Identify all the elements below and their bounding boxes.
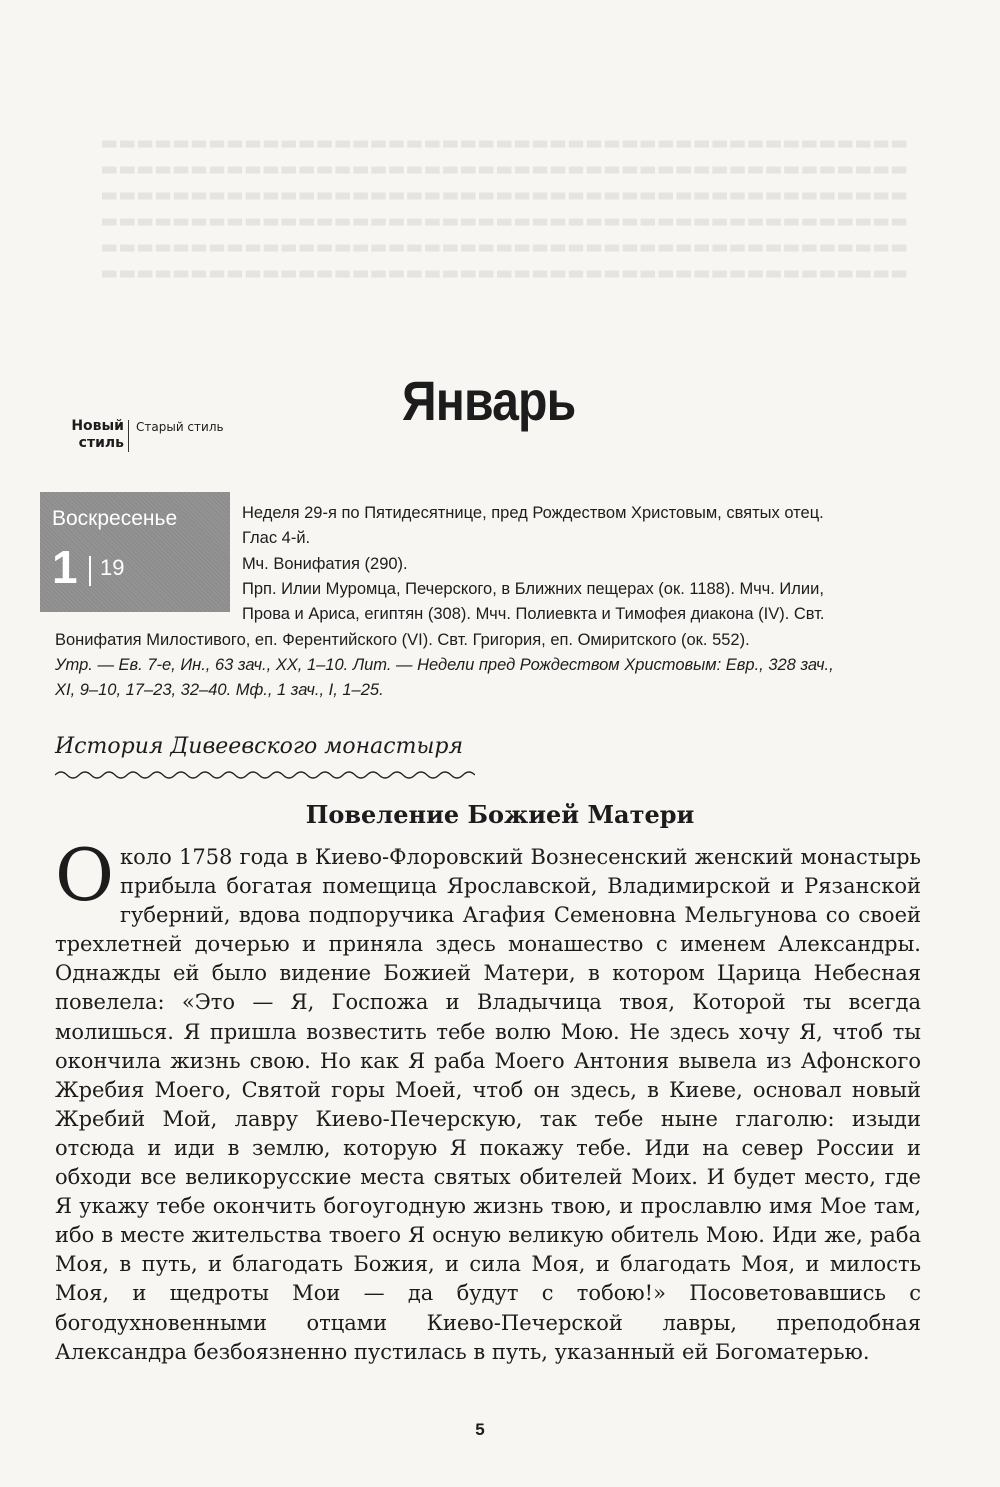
service-line: Прова и Ариса, египтян (308). Мчч. Полиевкта и Тимофея диакона (IV). Свт.: [242, 605, 825, 623]
story-text: коло 1758 года в Киево-Флоровский Вознесенский женский монастырь прибыла богатая помещица Ярославской, Владимирской и Рязанской губерний, вдова подпоручика Агафия Семеновна Мельгунова со своей трехлетней дочерью и приняла здесь монашество с именем Александры. Однажды ей было видение Божией Матери, в котором Царица Небесная повелела: «Это — Я, Госпожа и Владычица твоя, Которой ты всегда молишься. Я пришла возвестить тебе волю Мою. Не здесь хочу Я, чтоб ты окончила жизнь свою. Но как Я раба Моего Антония вывела из Афонского Жребия Моего, Святой горы Моей, чтоб он здесь, в Киеве, основал новый Жребий Мой, лавру Киево-Печерскую, так тебе ныне глаголю: изыди отсюда и иди в землю, которую Я покажу тебе. Иди на север России и обходи все великорусские места святых обителей Моих. И будет место, где Я укажу тебе окончить богоугодную жизнь твою, и прославлю имя Мое там, ибо в месте жительства твоего Я осную великую обитель Мою. Иди же, раба Моя, в путь, и благодать Божия, и сила Моя, и благодать Моя, и милость Моя, и щедроты Мои — да будут с тобою!» Посоветовавшись с богодухновенными отцами Киево-Печерской лавры, преподобная Александра безбоязненно пустилась в путь, указанный ей Богоматерью.: [55, 845, 921, 1364]
section-heading: История Дивеевского монастыря: [55, 734, 464, 759]
day-old-date: 19: [100, 555, 125, 580]
service-line: Глас 4-й.: [242, 529, 311, 547]
service-line: Мч. Вонифатия (290).: [242, 555, 408, 573]
bleed-through-texture: ▬▬▬▬▬▬▬▬▬▬▬▬▬▬▬▬▬▬▬▬▬▬▬▬▬▬▬▬▬▬▬▬▬▬▬▬▬▬▬▬▬▬▬▬▬ ▬▬▬▬▬▬▬▬▬▬▬▬▬▬▬▬▬▬▬▬▬▬▬▬▬▬▬▬▬▬▬▬▬▬▬▬▬▬▬▬▬▬▬▬▬ ▬▬▬▬▬▬▬▬▬▬▬▬▬▬▬▬▬▬▬▬▬▬▬▬▬▬▬▬▬▬▬▬▬▬▬▬▬▬▬▬▬▬▬▬▬ ▬▬▬▬▬▬▬▬▬▬▬▬▬▬▬▬▬▬▬▬▬▬▬▬▬▬▬▬▬▬▬▬▬▬▬▬▬▬▬▬▬▬▬▬▬ ▬▬▬▬▬▬▬▬▬▬▬▬▬▬▬▬▬▬▬▬▬▬▬▬▬▬▬▬▬▬▬▬▬▬▬▬▬▬▬▬▬▬▬▬▬ ▬▬▬▬▬▬▬▬▬▬▬▬▬▬▬▬▬▬▬▬▬▬▬▬▬▬▬▬▬▬▬▬▬▬▬▬▬▬▬▬▬▬▬▬▬: [100, 132, 908, 284]
reading-line: XI, 9–10, 17–23, 32–40. Мф., 1 зач., I, 1–25.: [55, 681, 384, 699]
day-new-date: 1: [52, 541, 78, 593]
reading-line: Утр. — Ев. 7-е, Ин., 63 зач., XX, 1–10. Лит. — Недели пред Рождеством Христовым: Евр., 328 зач.,: [55, 656, 834, 674]
page-number: 5: [475, 1420, 485, 1439]
legend-divider: [128, 420, 129, 452]
month-title: Январь: [402, 369, 576, 432]
wavy-underline: [55, 768, 475, 782]
story-title: Повеление Божией Матери: [305, 800, 695, 829]
legend-new-style: Новый стиль: [71, 418, 124, 451]
weekday-label: Воскресенье: [52, 507, 178, 530]
story-body: [55, 833, 921, 1367]
service-line: Прп. Илии Муромца, Печерского, в Ближних пещерах (ок. 1188). Мчч. Илии,: [242, 580, 824, 598]
service-line: Неделя 29-я по Пятидесятнице, пред Рождеством Христовым, святых отец.: [242, 504, 824, 522]
drop-cap: О: [55, 833, 115, 917]
service-line: Вонифатия Милостивого, еп. Ферентийского (VI). Свт. Григория, еп. Омиритского (ок. 552).: [55, 631, 750, 649]
legend-old-style: Старый стиль: [136, 420, 224, 434]
date-separator: [89, 556, 91, 586]
